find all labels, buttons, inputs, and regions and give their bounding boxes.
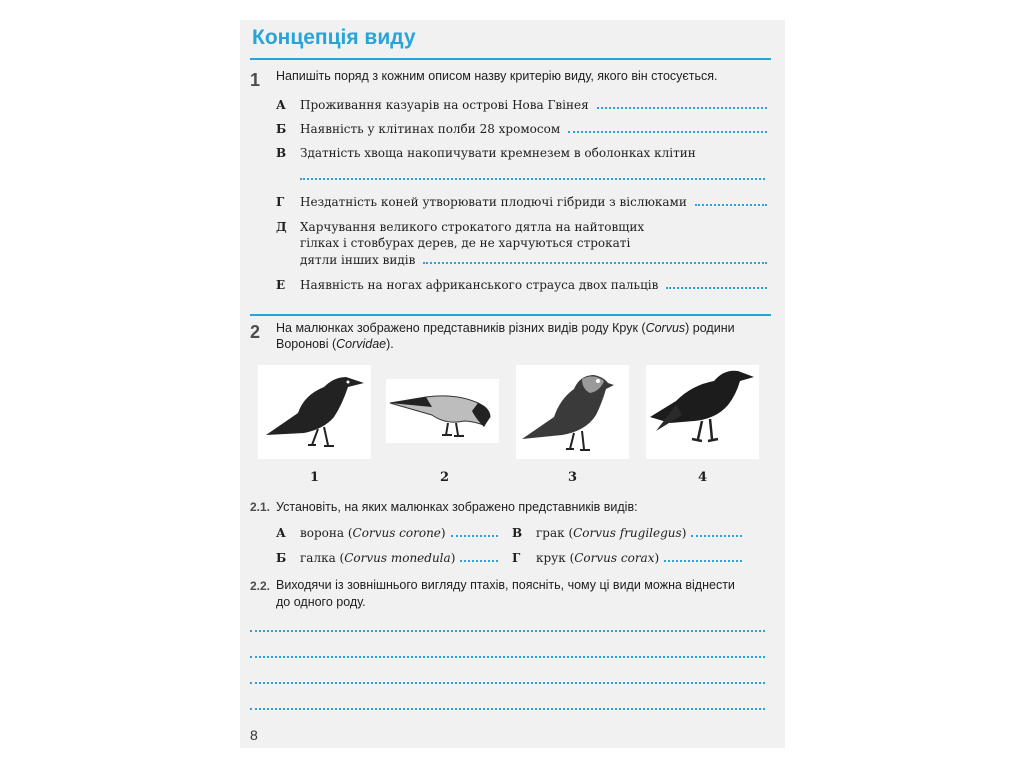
subtask-2-2-number: 2.2. [250,579,271,593]
subtask-2-2-instruction-line2: до одного роду. [276,595,366,609]
latin-name: Corvus frugilegus [573,526,682,540]
item-letter: Б [276,122,287,136]
species-item-v: В грак ( Corvus frugilegus ) [512,525,742,541]
species-item-g: Г крук ( Corvus corax ) [512,550,742,566]
answer-line[interactable] [250,630,765,632]
item-letter: Е [276,278,286,292]
item-text: гілках і стовбурах дерев, де не харчуються строкаті [300,236,631,250]
item-letter: В [276,146,287,160]
task-2-instruction: На малюнках зображено представників різних видів роду Крук (Corvus) родини Воронові (Corvidae). [276,321,735,351]
criterion-item-d [276,219,767,235]
answer-line[interactable] [666,277,767,289]
item-letter: Б [276,551,287,565]
item-text: Здатність хвоща накопичувати кремнезем в оболонках клітин [300,146,696,160]
latin-name: Corvus monedula [344,551,451,565]
answer-line[interactable] [250,708,765,710]
latin-name: Corvus corone [352,526,441,540]
item-letter: А [276,526,286,540]
item-letter: А [276,98,286,112]
answer-line[interactable] [695,194,767,206]
rook-bird-icon [258,365,371,459]
answer-line[interactable] [250,682,765,684]
task-1-number: 1 [250,70,261,90]
answer-line[interactable] [691,525,742,537]
subtask-2-2-instruction-line1: Виходячи із зовнішнього вигляду птахів, поясніть, чому ці види можна віднести [276,578,735,592]
jackdaw-bird-icon [516,365,629,459]
task-2-number: 2 [250,322,261,342]
answer-line[interactable] [664,550,742,562]
answer-line[interactable] [451,525,498,537]
bird-number-4: 4 [698,470,708,485]
criterion-item-d-line2 [276,235,767,251]
family-name: Corvidae [336,337,387,351]
task-1-instruction: Напишіть поряд з кожним описом назву критерію виду, якого він стосується. [276,69,718,83]
species-item-a: А ворона ( Corvus corone ) [276,525,498,541]
answer-line[interactable] [250,656,765,658]
answer-line[interactable] [568,121,767,133]
item-letter: Г [276,195,285,209]
answer-line[interactable] [423,252,767,264]
item-letter: Г [512,551,521,565]
criterion-item-c [276,145,767,161]
bird-number-1: 1 [310,470,320,485]
item-text: дятли інших видів [300,253,416,267]
genus-name: Corvus [645,321,686,335]
item-text: Наявність на ногах африканського страуса двох пальців [300,278,659,292]
answer-line[interactable] [300,178,765,180]
answer-line[interactable] [460,550,498,562]
workbook-page [240,20,785,748]
answer-line[interactable] [597,97,767,109]
latin-name: Corvus corax [574,551,655,565]
subtask-2-1-number: 2.1. [250,500,271,514]
title-divider [250,58,771,60]
item-text: Проживання казуарів на острові Нова Гвінея [300,98,589,112]
subtask-2-1-instruction: Установіть, на яких малюнках зображено представників видів: [276,500,638,514]
item-text: Нездатність коней утворювати плодючі гібриди з віслюками [300,195,687,209]
raven-bird-icon [646,365,759,459]
bird-number-2: 2 [440,470,450,485]
criterion-item-a [276,97,767,113]
criterion-item-e [276,277,767,293]
species-item-b: Б галка ( Corvus monedula ) [276,550,498,566]
item-text: Харчування великого строкатого дятла на найтовщих [300,220,645,234]
item-letter: Д [276,220,287,234]
item-text: Наявність у клітинах полби 28 хромосом [300,122,561,136]
page-number: 8 [250,727,258,743]
bird-number-3: 3 [568,470,578,485]
hooded-crow-bird-icon [386,379,499,443]
item-letter: В [512,526,523,540]
page-title: Концепція виду [252,26,416,49]
criterion-item-g [276,194,767,210]
criterion-item-b [276,121,767,137]
criterion-item-d-line3 [276,252,767,268]
task-divider [250,314,771,316]
